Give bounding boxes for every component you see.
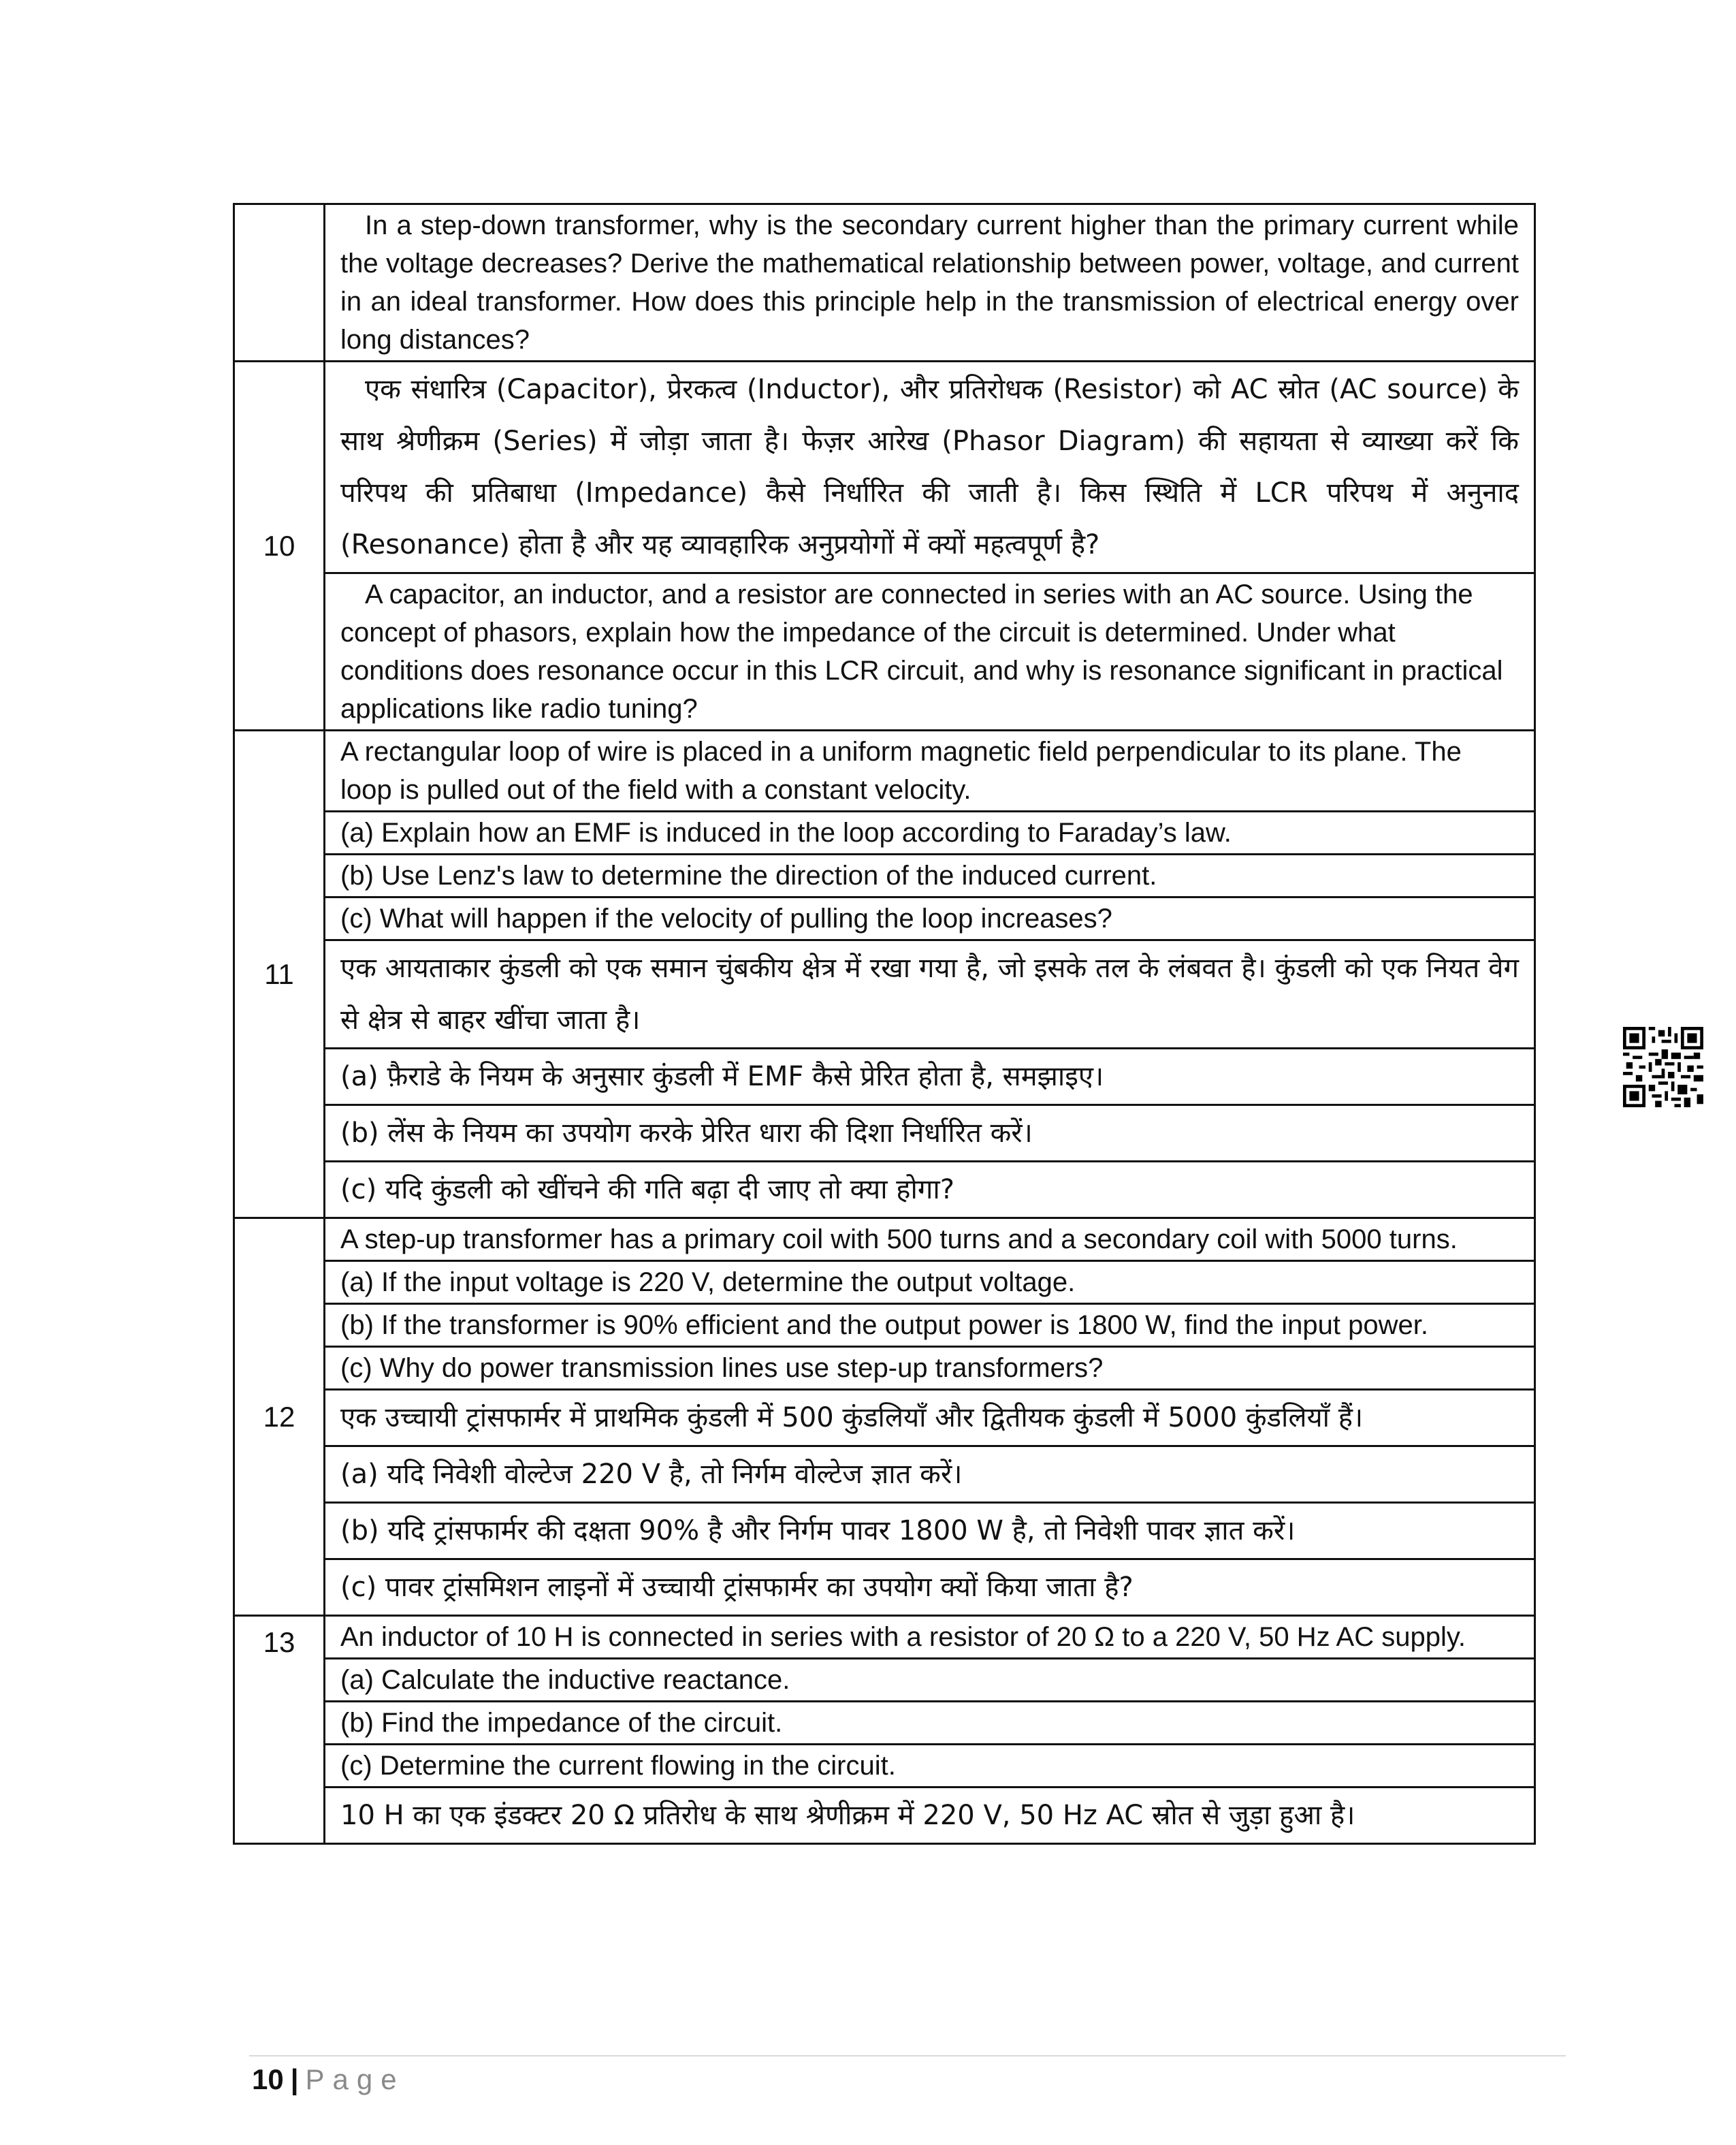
question-number: 13: [234, 1616, 325, 1844]
question-text: A rectangular loop of wire is placed in a uniform magnetic field perpendicular to its plane. The loop is pulled out of the field with a constant velocity.: [325, 731, 1535, 812]
page-footer: [252, 2063, 405, 2096]
table-row: [234, 1446, 1535, 1503]
question-part: (a) If the input voltage is 220 V, determine the output voltage.: [325, 1261, 1535, 1304]
table-row: [234, 1261, 1535, 1304]
table-row: [234, 940, 1535, 1049]
question-text: A step-up transformer has a primary coil with 500 turns and a secondary coil with 5000 turns.: [325, 1218, 1535, 1261]
table-row: [234, 1659, 1535, 1702]
question-text-hindi: एक आयताकार कुंडली को एक समान चुंबकीय क्षेत्र में रखा गया है, जो इसके तल के लंबवत है। कुंडली को एक नियत वेग से क्षेत्र से बाहर खींचा जाता है।: [325, 940, 1535, 1049]
page-label: Page: [305, 2063, 405, 2095]
question-number: [234, 204, 325, 362]
question-part: (c) Why do power transmission lines use step-up transformers?: [325, 1347, 1535, 1390]
qr-code-icon: [1623, 1027, 1703, 1107]
table-row: [234, 1218, 1535, 1261]
table-row: [234, 1559, 1535, 1616]
table-row: [234, 1304, 1535, 1347]
question-number: 12: [234, 1218, 325, 1616]
table-row: [234, 1347, 1535, 1390]
table-row: [234, 1745, 1535, 1788]
question-number: 10: [234, 362, 325, 731]
question-text: In a step-down transformer, why is the secondary current higher than the primary current while the voltage decreases? Derive the mathematical relationship between power, voltage, and current in an ideal transformer. How does this principle help in the transmission of electrical energy over long distances?: [325, 204, 1535, 362]
question-part-hindi: (c) पावर ट्रांसमिशन लाइनों में उच्चायी ट्रांसफार्मर का उपयोग क्यों किया जाता है?: [325, 1559, 1535, 1616]
question-text-hindi: एक उच्चायी ट्रांसफार्मर में प्राथमिक कुंडली में 500 कुंडलियाँ और द्वितीयक कुंडली में 5000 कुंडलियाँ हैं।: [325, 1390, 1535, 1446]
page-number: 10: [252, 2063, 284, 2095]
question-part: (b) If the transformer is 90% efficient and the output power is 1800 W, find the input power.: [325, 1304, 1535, 1347]
table-row: [234, 1788, 1535, 1844]
table-row: [234, 362, 1535, 573]
question-part-hindi: (b) यदि ट्रांसफार्मर की दक्षता 90% है और निर्गम पावर 1800 W है, तो निवेशी पावर ज्ञात करें।: [325, 1503, 1535, 1559]
question-part: (c) Determine the current flowing in the circuit.: [325, 1745, 1535, 1788]
table-row: [234, 1390, 1535, 1446]
question-part-hindi: (b) लेंस के नियम का उपयोग करके प्रेरित धारा की दिशा निर्धारित करें।: [325, 1105, 1535, 1162]
footer-separator: |: [290, 2063, 299, 2095]
question-number: 11: [234, 731, 325, 1218]
question-part: (b) Find the impedance of the circuit.: [325, 1702, 1535, 1745]
question-text-hindi: एक संधारित्र (Capacitor), प्रेरकत्व (Inductor), और प्रतिरोधक (Resistor) को AC स्रोत (AC source) के साथ श्रेणीक्रम (Series) में जोड़ा जाता है। फेज़र आरेख (Phasor Diagram) की सहायता से व्याख्या करें कि परिपथ की प्रतिबाधा (Impedance) कैसे निर्धारित की जाती है। किस स्थिति में LCR परिपथ में अनुनाद (Resonance) होता है और यह व्यावहारिक अनुप्रयोगों में क्यों महत्वपूर्ण है?: [325, 362, 1535, 573]
table-row: [234, 573, 1535, 731]
table-row: [234, 204, 1535, 362]
question-table: [233, 203, 1536, 1845]
question-part: (b) Use Lenz's law to determine the direction of the induced current.: [325, 855, 1535, 897]
table-row: [234, 1702, 1535, 1745]
table-row: [234, 731, 1535, 812]
question-part: (c) What will happen if the velocity of pulling the loop increases?: [325, 897, 1535, 940]
question-text-hindi: 10 H का एक इंडक्टर 20 Ω प्रतिरोध के साथ श्रेणीक्रम में 220 V, 50 Hz AC स्रोत से जुड़ा हुआ है।: [325, 1788, 1535, 1844]
question-part: (a) Calculate the inductive reactance.: [325, 1659, 1535, 1702]
table-row: [234, 812, 1535, 855]
table-row: [234, 1105, 1535, 1162]
question-part-hindi: (a) फ़ैराडे के नियम के अनुसार कुंडली में EMF कैसे प्रेरित होता है, समझाइए।: [325, 1049, 1535, 1105]
question-text-english: A capacitor, an inductor, and a resistor are connected in series with an AC source. Using the concept of phasors, explain how the impedance of the circuit is determined. Under what conditions does resonance occur in this LCR circuit, and why is resonance significant in practical applications like radio tuning?: [325, 573, 1535, 731]
table-row: [234, 1049, 1535, 1105]
table-row: [234, 1503, 1535, 1559]
table-row: [234, 1616, 1535, 1659]
question-part: (a) Explain how an EMF is induced in the loop according to Faraday’s law.: [325, 812, 1535, 855]
table-row: [234, 1162, 1535, 1218]
table-row: [234, 897, 1535, 940]
table-row: [234, 855, 1535, 897]
question-text: An inductor of 10 H is connected in series with a resistor of 20 Ω to a 220 V, 50 Hz AC supply.: [325, 1616, 1535, 1659]
question-part-hindi: (c) यदि कुंडली को खींचने की गति बढ़ा दी जाए तो क्या होगा?: [325, 1162, 1535, 1218]
footer-divider: [249, 2055, 1566, 2056]
question-part-hindi: (a) यदि निवेशी वोल्टेज 220 V है, तो निर्गम वोल्टेज ज्ञात करें।: [325, 1446, 1535, 1503]
